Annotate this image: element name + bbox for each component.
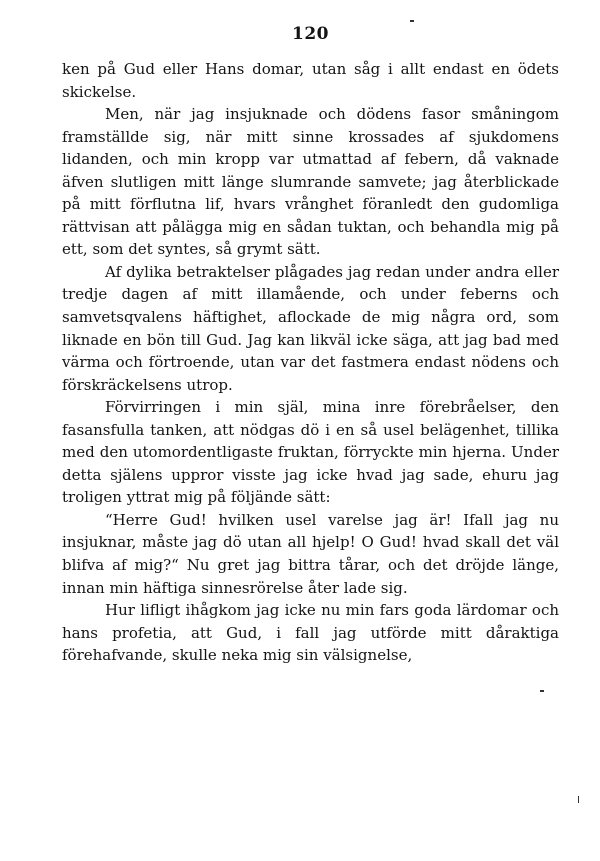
paragraph: Af dylika betraktelser plågades jag redan under andra eller tredje dagen af mitt illamående, och under feberns och samvetsqvalens häftighet, aflockade de mig några ord, som liknade en bön till Gud. Jag kan likväl icke säga, att jag bad med värma och förtroende, utan var det fastmera endast nödens och förskräckelsens utrop. (62, 262, 559, 394)
page-body (62, 58, 559, 667)
scan-speck (540, 690, 544, 692)
scan-speck (578, 796, 579, 803)
paragraph: Förvirringen i min själ, mina inre förebråelser, den fasansfulla tanken, att nödgas dö i en så usel belägenhet, tillika med den utomordentligaste fruktan, förryckte min hjerna. Under detta själens uppror visste jag icke hvad jag sade, ehuru jag troligen yttrat mig på följände sätt: (62, 398, 559, 507)
paragraph: Hur lifligt ihågkom jag icke nu min fars goda lärdomar och hans profetia, att Gud, i fall jag utförde mitt dåraktiga förehafvande, skulle neka mig sin välsignelse, (62, 601, 559, 665)
book-page (62, 0, 559, 861)
paragraph: “Herre Gud! hvilken usel varelse jag är! Ifall jag nu insjuknar, måste jag dö utan all hjelp! O Gud! hvad skall det väl blifva af mig?“ Nu gret jag bittra tårar, och det dröjde länge, innan min häftiga sinnesrörelse åter lade sig. (62, 510, 559, 597)
scan-speck (410, 20, 414, 22)
paragraph-continuation: ken på Gud eller Hans domar, utan såg i allt endast en ödets skickelse. (62, 60, 559, 101)
paragraph: Men, när jag insjuknade och dödens fasor småningom framställde sig, när mitt sinne krossades af sjukdomens lidanden, och min kropp var utmattad af febern, då vaknade äfven slutligen mitt länge slumrande samvete; jag återblickade på mitt förflutna lif, hvars vrånghet föranledt den gudomliga rättvisan att pålägga mig en sådan tuktan, och behandla mig på ett, som det syntes, så grymt sätt. (62, 105, 559, 259)
page-number: 120 (292, 24, 329, 44)
